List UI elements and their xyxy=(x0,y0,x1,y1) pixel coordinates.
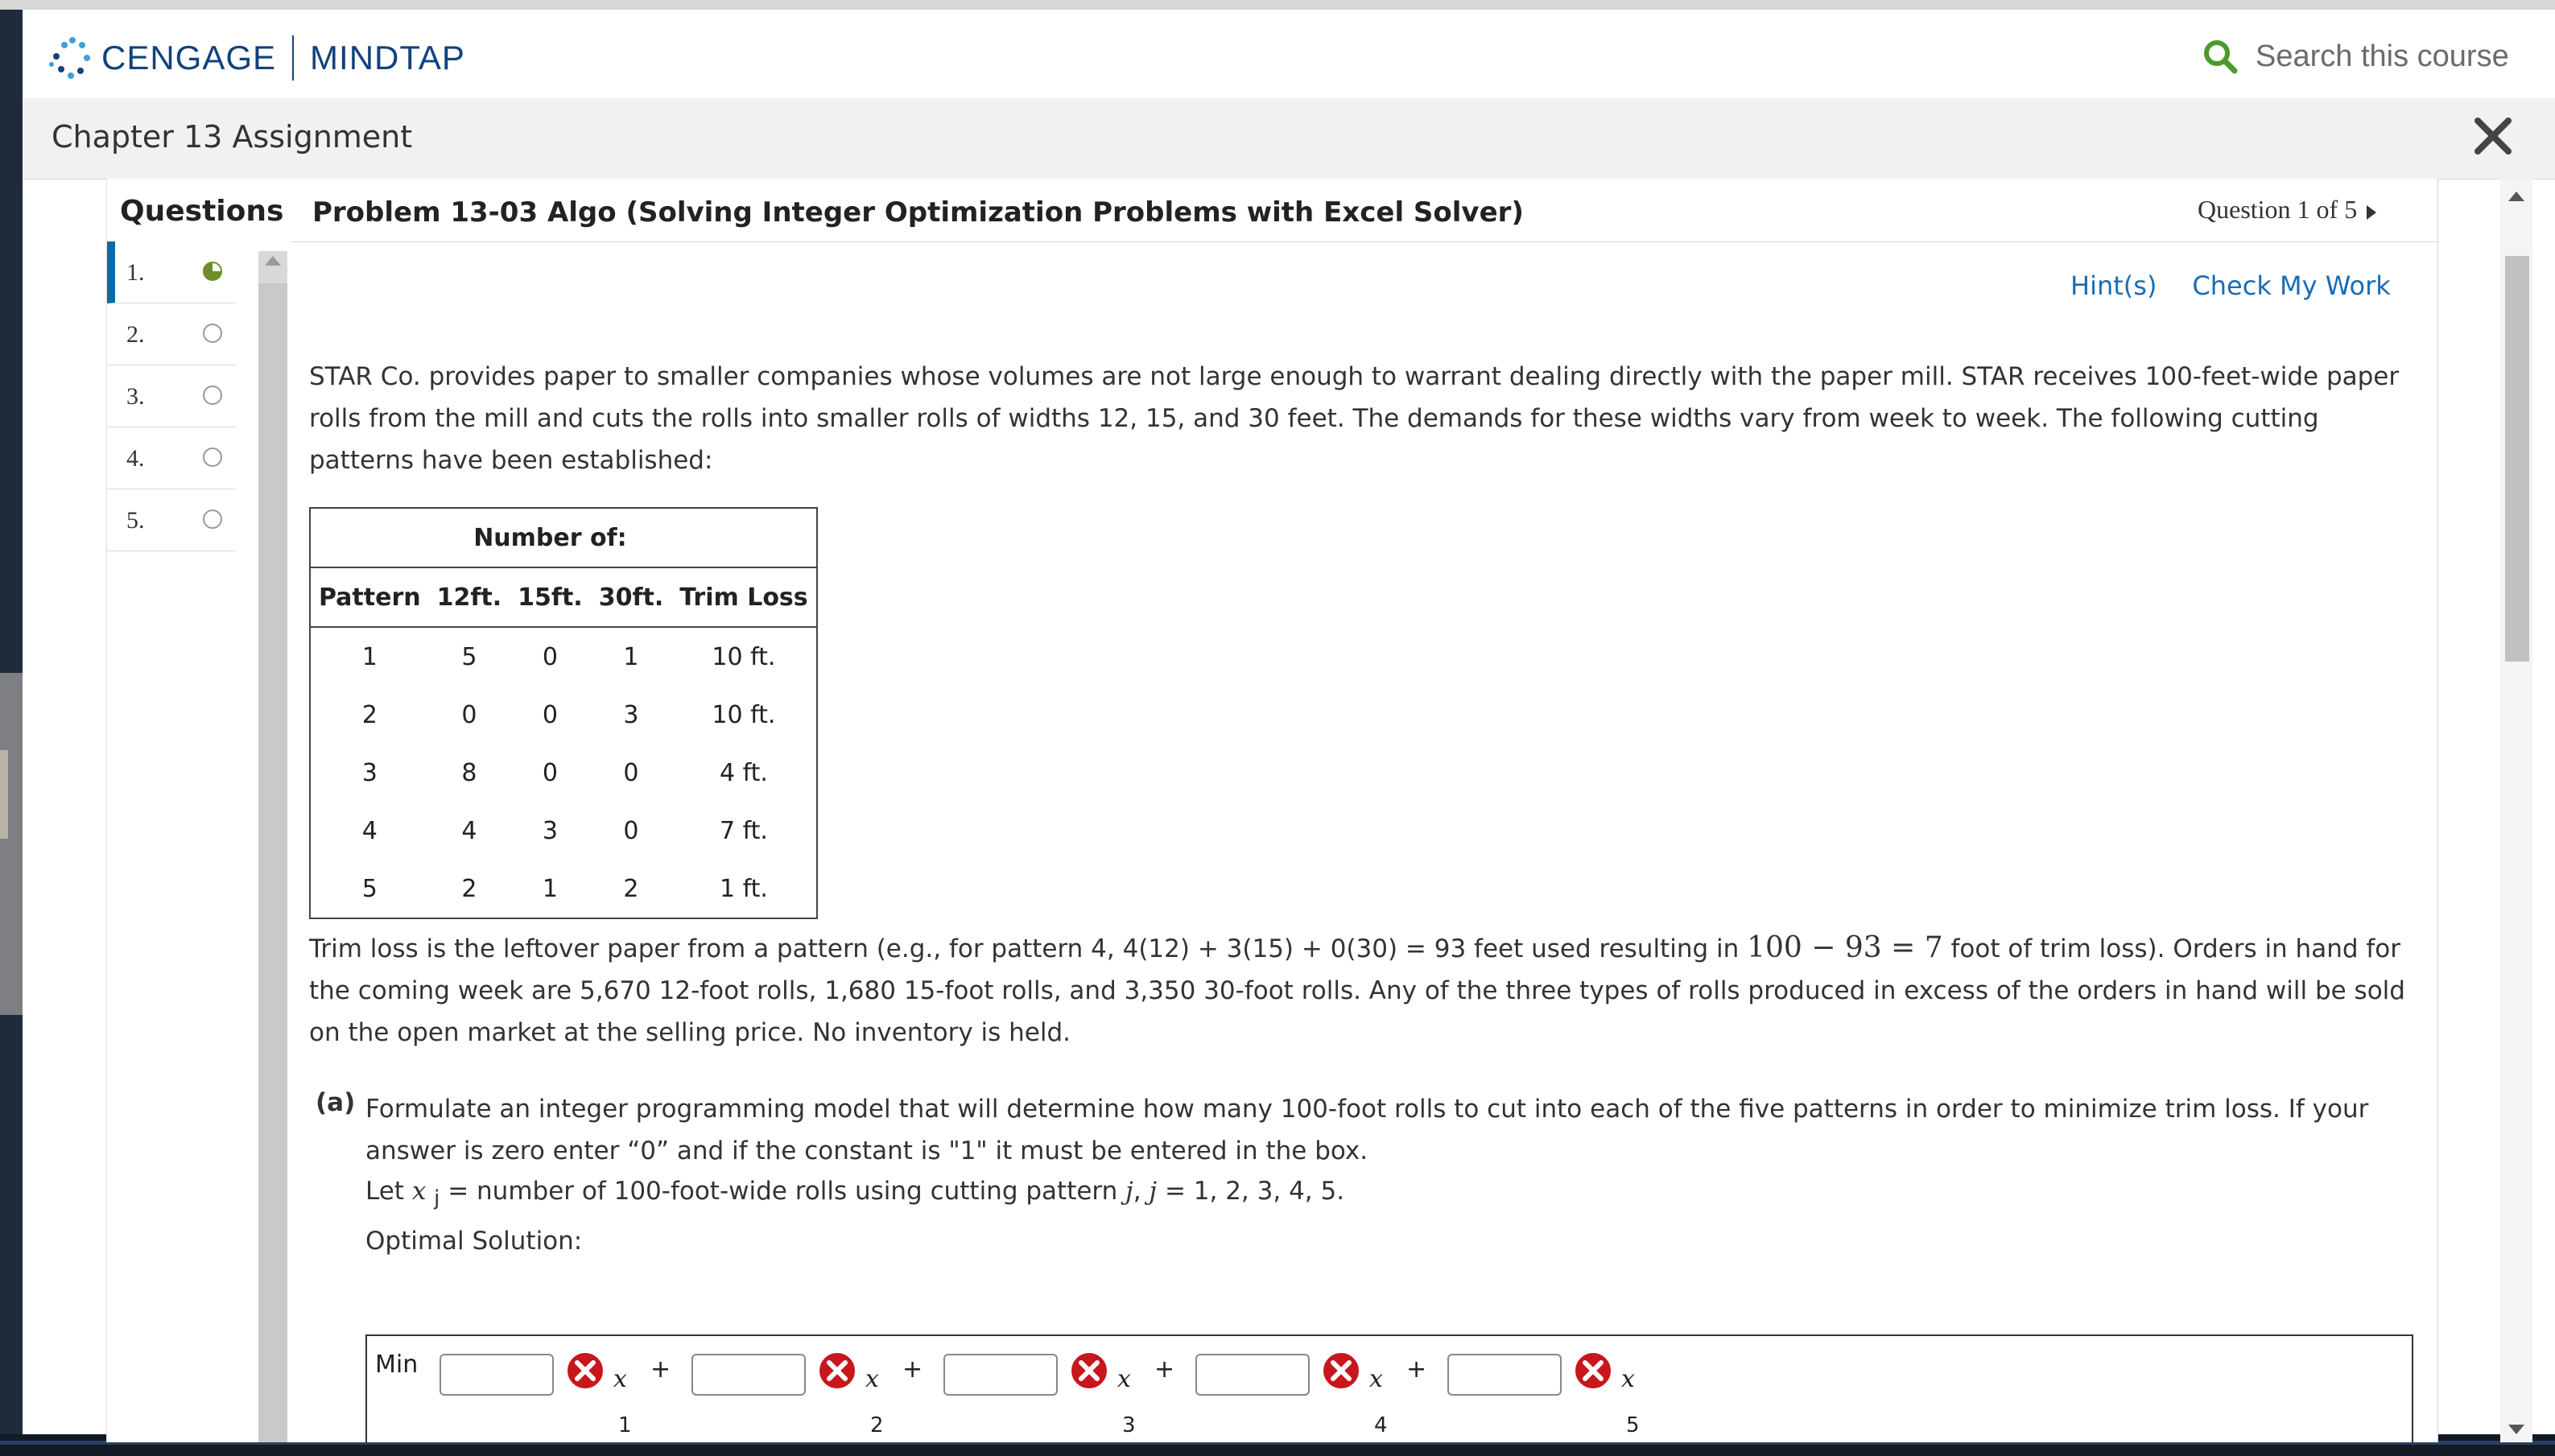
variable-x: x xyxy=(865,1365,879,1393)
brand-mindtap: MINDTAP xyxy=(310,39,465,76)
problem-intro: STAR Co. provides paper to smaller companies whose volumes are not large enough to warrant dealing directly with the paper mill. STAR receives 100-feet-wide paper rolls from the mill and cuts the rolls into smaller rolls of widths 12, 15, and 30 feet. The demands for these widths vary from week to week. The following cutting patterns have been established: xyxy=(309,362,2400,475)
part-a-label: (a) xyxy=(316,1088,356,1117)
plus-sign: + xyxy=(650,1355,671,1384)
mindtap-window xyxy=(23,10,2555,1437)
trim-math: 100 − 93 = 7 xyxy=(1747,931,1943,964)
variable-subscript: 3 xyxy=(1122,1413,1136,1437)
variable-x: x xyxy=(613,1365,627,1393)
variable-x: x xyxy=(1117,1365,1131,1393)
let-prefix: Let xyxy=(365,1177,412,1206)
incorrect-icon[interactable] xyxy=(817,1351,857,1391)
let-j: j xyxy=(1125,1177,1133,1206)
let-end: = 1, 2, 3, 4, 5. xyxy=(1157,1177,1345,1206)
table-cell: 1 ft. xyxy=(719,874,768,903)
assignment-titlebar xyxy=(23,98,2555,179)
column-header: 12ft. xyxy=(429,567,510,627)
not-started-icon xyxy=(202,509,223,530)
search-icon[interactable] xyxy=(2202,39,2238,74)
brand-divider xyxy=(292,35,294,80)
question-item-3[interactable] xyxy=(107,365,236,427)
trim-text-before: Trim loss is the leftover paper from a pattern (e.g., for pattern 4, 4(12) + 3(15) + 0(30) = 93 feet used resulting in xyxy=(309,934,1748,963)
table-cell: 3 xyxy=(361,758,378,787)
background-left xyxy=(0,10,23,1434)
variable-definition xyxy=(365,1177,1344,1211)
close-icon[interactable] xyxy=(2471,114,2515,158)
let-sub: j xyxy=(434,1186,440,1211)
question-counter-next[interactable] xyxy=(2198,195,2376,225)
table-group-header: Number of: xyxy=(429,508,672,567)
table-cell: 4 xyxy=(361,816,378,845)
table-row xyxy=(310,802,817,860)
not-started-icon xyxy=(202,447,223,468)
optimal-solution-label: Optimal Solution: xyxy=(365,1227,583,1256)
questions-sidebar xyxy=(106,179,293,1442)
table-cell: 8 xyxy=(461,758,477,787)
next-arrow-icon[interactable] xyxy=(2367,205,2376,220)
cengage-logo[interactable] xyxy=(48,34,465,82)
content-scrollbar[interactable] xyxy=(2500,179,2532,1442)
question-number: 3. xyxy=(126,383,145,410)
trim-loss-paragraph xyxy=(309,927,2418,1054)
question-number: 1. xyxy=(126,259,145,286)
not-started-icon xyxy=(202,385,223,406)
table-cell: 0 xyxy=(623,758,639,787)
coefficient-input-x4[interactable] xyxy=(1195,1354,1310,1396)
table-row xyxy=(310,627,817,686)
table-row xyxy=(310,686,817,744)
table-cell: 0 xyxy=(623,816,639,845)
table-cell: 1 xyxy=(542,874,558,903)
search-input[interactable]: Search this course xyxy=(2256,39,2509,73)
variable-x: x xyxy=(1621,1365,1635,1393)
incorrect-icon[interactable] xyxy=(565,1351,605,1391)
questions-scrollbar[interactable] xyxy=(258,251,287,1442)
cutting-patterns-table xyxy=(309,507,818,919)
incorrect-icon[interactable] xyxy=(1069,1351,1109,1391)
problem-panel xyxy=(291,179,2438,1442)
table-cell: 10 ft. xyxy=(712,642,776,671)
not-started-icon xyxy=(202,323,223,344)
in-progress-icon xyxy=(202,261,223,282)
top-header xyxy=(23,10,2555,99)
table-cell: 2 xyxy=(461,874,477,903)
questions-list xyxy=(107,241,236,551)
table-cell: 3 xyxy=(542,816,558,845)
scrollbar-thumb[interactable] xyxy=(258,283,287,1442)
table-cell: 7 ft. xyxy=(719,816,768,845)
scroll-up-arrow-icon[interactable] xyxy=(265,256,281,266)
course-search[interactable] xyxy=(2202,39,2509,74)
let-j2: j xyxy=(1149,1177,1158,1206)
coefficient-input-x3[interactable] xyxy=(943,1354,1058,1396)
question-number: 2. xyxy=(126,321,145,348)
question-number: 5. xyxy=(126,507,145,534)
coefficient-input-x1[interactable] xyxy=(440,1354,554,1396)
problem-header xyxy=(291,179,2437,242)
browser-top-strip xyxy=(0,0,2555,10)
question-number: 4. xyxy=(126,445,145,472)
variable-subscript: 5 xyxy=(1626,1413,1640,1437)
table-cell: 2 xyxy=(623,874,639,903)
let-mid: = number of 100-foot-wide rolls using cutting pattern xyxy=(440,1177,1126,1206)
brand-cengage: CENGAGE xyxy=(101,39,277,76)
hints-link[interactable]: Hint(s) xyxy=(2070,270,2157,301)
assignment-title: Chapter 13 Assignment xyxy=(52,119,413,155)
question-item-5[interactable] xyxy=(107,489,236,551)
problem-title: Problem 13-03 Algo (Solving Integer Optimization Problems with Excel Solver) xyxy=(312,196,1524,229)
problem-actions xyxy=(2070,270,2391,301)
table-cell: 1 xyxy=(361,642,378,671)
table-row xyxy=(310,744,817,802)
column-header: Pattern xyxy=(310,567,429,627)
incorrect-icon[interactable] xyxy=(1321,1351,1361,1391)
plus-sign: + xyxy=(1154,1355,1175,1384)
scroll-down-arrow-icon[interactable] xyxy=(2508,1425,2524,1434)
table-cell: 2 xyxy=(361,700,378,729)
scroll-up-arrow-icon[interactable] xyxy=(2508,192,2524,201)
column-header: 30ft. xyxy=(591,567,672,627)
table-cell: 0 xyxy=(542,700,558,729)
question-item-1[interactable] xyxy=(107,241,236,303)
objective-function-box xyxy=(365,1334,2413,1442)
table-cell: 0 xyxy=(542,642,558,671)
part-a-instructions: Formulate an integer programming model that will determine how many 100-foot rolls to cut into each of the five patterns in order to minimize trim loss. If your answer is zero enter “0” and if the constant is "1" it must be entered in the box. xyxy=(365,1095,2369,1165)
plus-sign: + xyxy=(1406,1355,1427,1384)
cengage-logo-icon xyxy=(48,34,93,82)
incorrect-icon[interactable] xyxy=(1573,1351,1613,1391)
table-cell: 0 xyxy=(542,758,558,787)
let-sep: , xyxy=(1133,1177,1150,1206)
questions-heading: Questions xyxy=(120,195,284,228)
table-cell: 4 xyxy=(461,816,477,845)
variable-subscript: 1 xyxy=(618,1413,632,1437)
min-label: Min xyxy=(375,1351,419,1379)
table-cell: 1 xyxy=(623,642,639,671)
scrollbar-thumb[interactable] xyxy=(2505,256,2529,662)
let-var: x xyxy=(411,1177,427,1206)
question-item-2[interactable] xyxy=(107,303,236,365)
table-row xyxy=(310,860,817,918)
table-cell: 5 xyxy=(361,874,378,903)
variable-subscript: 4 xyxy=(1374,1413,1388,1437)
coefficient-input-x2[interactable] xyxy=(691,1354,806,1396)
table-cell: 0 xyxy=(461,700,477,729)
table-cell: 5 xyxy=(461,642,477,671)
table-cell: 4 ft. xyxy=(719,758,768,787)
column-header: Trim Loss xyxy=(671,567,816,627)
table-cell: 3 xyxy=(623,700,639,729)
question-item-4[interactable] xyxy=(107,427,236,489)
question-counter: Question 1 of 5 xyxy=(2198,195,2358,224)
variable-x: x xyxy=(1369,1365,1383,1393)
table-cell: 10 ft. xyxy=(712,700,776,729)
plus-sign: + xyxy=(902,1355,923,1384)
variable-subscript: 2 xyxy=(870,1413,884,1437)
trim-text-after: foot of trim loss). Orders in hand for the coming week are 5,670 12-foot rolls, 1,680 15-foot rolls, and 3,350 30-foot rolls. Any of the three types of rolls produced in excess of the orders in hand will be sold on the open market at the selling price. No inventory is held. xyxy=(309,934,2405,1047)
check-my-work-link[interactable]: Check My Work xyxy=(2192,270,2391,301)
coefficient-input-x5[interactable] xyxy=(1447,1354,1562,1396)
column-header: 15ft. xyxy=(510,567,591,627)
